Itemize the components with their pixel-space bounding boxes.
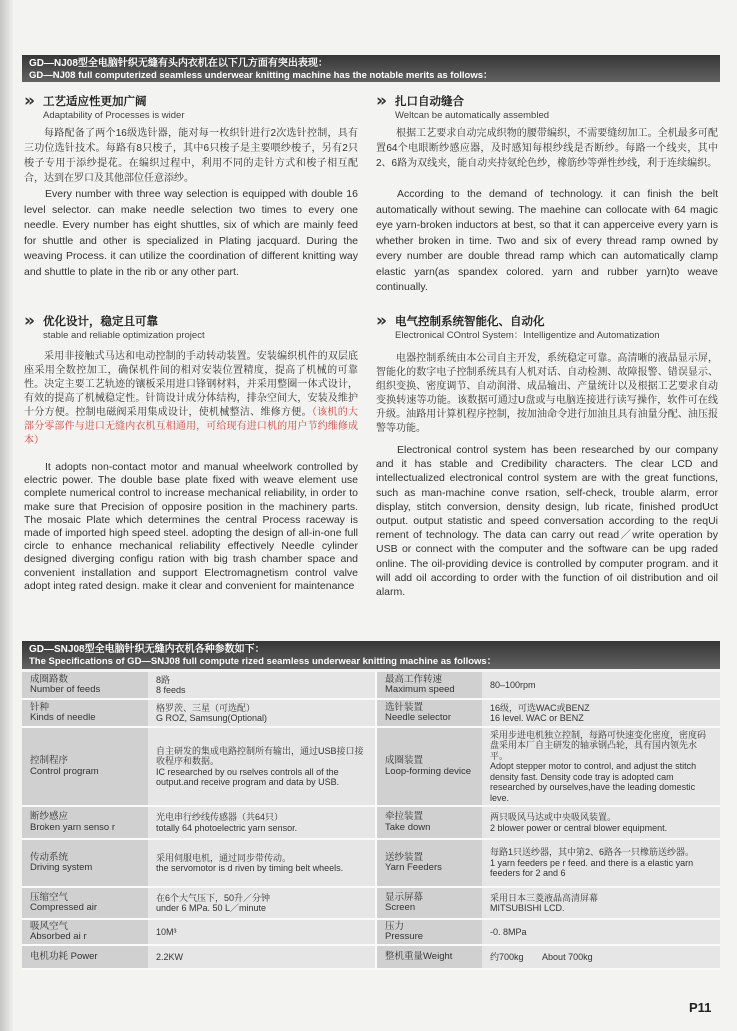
section-heading-zh: 工艺适应性更加广阔 [43, 96, 147, 108]
spec-value-en: 2 blower power or central blower equipment. [490, 822, 668, 833]
spec-value-zh: 自主研发的集成电路控制所有输出，通过USB接口接收程序和数据。 [156, 745, 364, 766]
spec-value-broken-yarn-sensor [148, 806, 376, 839]
section-heading-zh: 扎口自动缝合 [395, 96, 464, 108]
spec-label-en: Screen [385, 902, 416, 913]
merits-header-bar [22, 55, 720, 82]
spec-value-zh: 采用伺服电机，通过同步带传动。 [156, 852, 292, 863]
spec-label-pressure [376, 919, 482, 945]
spec-label-zh: 送纱装置 [385, 851, 424, 863]
spec-label-power [22, 945, 148, 969]
spec-value-feeds [148, 672, 376, 699]
spec-label-zh: 压力 [385, 920, 405, 932]
spec-value-en: 1 yarn feeders pe r feed. and there is a elastic yarn feeders for 2 and 6 [490, 857, 694, 879]
spec-label-zh: 针种 [30, 701, 50, 713]
spec-label-en: Control program [30, 765, 99, 777]
page-number: P11 [689, 1000, 712, 1015]
spec-label-take-down [376, 806, 482, 839]
spec-label-zh: 吸风空气 [30, 920, 69, 932]
spec-value-screen [482, 887, 720, 919]
spec-value-loop-forming [482, 727, 720, 806]
spec-value-needle-kind [148, 699, 376, 727]
spec-value-en: Adopt stepper motor to control, and adjust the stitch density fast. Density code tray is adopted cam researched by ourselves,have the leading domestic leve. [490, 761, 697, 803]
section-body-zh: 电器控制系统由本公司自主开发，系统稳定可靠。高清晰的液晶显示屏，智能化的数字电子控制系统具有人机对话、自动检测、故障报警、错误显示、组织变换、密度调节、自动润滑、成品输出、产量统计以及根据工艺要求自动变换转速等功能。该数据可通过U盘或与电脑连接进行读写操作，软件可在线升级。油路用计算机程序控制，按加油命令进行加油且具有油量分配、油压报警等功能。 [376, 353, 718, 434]
section-body-en: Electronical control system has been researched by our company and it has stable and Credibility characters. The clear LCD and intellectualized electronical control system are with the great functions, such as man-machine conve rsation, self-check, trouble alarm, error display, stitch conversion, density design, lub ricate, finished prodUct output. output statistic and speed conversation according to the reqUi rement of technology. The data can carry out read／write operation by USB or connect with the computer and the software can be upg raded online. The oil-providing device is controlled by computer program. and it will add oil according to order with the function of oil distribution and oil alarm. [376, 444, 718, 599]
spec-label-zh: 选针装置 [385, 701, 424, 713]
spec-value-zh: 8路 [156, 674, 171, 685]
spec-label-compressed-air [22, 887, 148, 919]
spec-row-drive [22, 839, 720, 887]
spec-label-absorbed-air [22, 919, 148, 945]
spec-label-screen [376, 887, 482, 919]
specs-header-bar [22, 641, 720, 669]
spec-row-absorbed-air [22, 919, 720, 945]
spec-value-absorbed-air [148, 919, 376, 945]
merits-header-zh: GD—NJ08型全电脑针织无缝有头内衣机在以下几方面有突出表现： [29, 58, 328, 69]
spec-row-power-weight [22, 945, 720, 969]
spec-label-en: Compressed air [30, 902, 98, 913]
spec-value-zh: 两只吸风马达或中央吸风装置。 [490, 812, 617, 822]
spec-label-zh: 成圈装置 [385, 755, 424, 766]
section-heading-zh: 优化设计，稳定且可靠 [43, 316, 158, 328]
double-chevron-icon [24, 313, 35, 330]
spec-label-zh: 显示屏幕 [385, 891, 424, 903]
spec-value-en: totally 64 photoelectric yarn sensor. [156, 822, 298, 833]
double-chevron-icon [24, 93, 35, 110]
spec-row-control [22, 727, 720, 806]
section-heading-en: Electronical COntrol System：Intelligentize and Automatization [395, 330, 660, 341]
spec-value-zh: 采用步进电机独立控制，每路可快速变化密度，密度码盘采用本厂自主研发的轴承钢凸轮，具有国内领先水平。 [490, 729, 707, 761]
spec-row-sensor [22, 806, 720, 839]
spec-label-zh: 控制程序 [30, 755, 69, 766]
spec-label-en: Maximum speed [385, 684, 455, 695]
section-body-zh [24, 350, 358, 448]
spec-value-compressed-air [148, 887, 376, 919]
spec-value-zh: 格罗茨、三星（可选配） [156, 702, 256, 713]
section-body-zh: 每路配备了两个16级选针器，能对每一枚织针进行2次选针控制，具有三功位选针技术。每路有8只梭子，其中6只梭子是主要喂纱梭子，另有2只梭子专用于添纱提花。在编织过程中，利用不同的走针方式和梭子相互配合，达到在罗口及其他部位任意添纱。 [24, 128, 358, 184]
spec-label-en: Loop-forming device [385, 765, 472, 777]
spec-value-zh: 16级，可选WAC或BENZ [490, 702, 590, 713]
spec-value-en: the servomotor is d riven by timing belt wheels. [156, 863, 344, 873]
section-electrical-control [376, 315, 718, 637]
spec-value-text: -0. 8MPa [490, 926, 527, 937]
spec-label-weight [376, 945, 482, 969]
spec-label-yarn-feeders [376, 839, 482, 887]
spec-value-yarn-feeders [482, 839, 720, 887]
spec-label-text: 电机功耗 Power [30, 950, 98, 962]
spec-value-text: 80–100rpm [490, 679, 536, 690]
spec-label-max-speed [376, 672, 482, 699]
spec-row-air [22, 887, 720, 919]
spec-label-needle-kind [22, 699, 148, 727]
section-welt-assembly [376, 95, 718, 311]
spec-value-en: MITSUBISHI LCD. [490, 903, 565, 913]
section-heading-en: Adaptability of Processes is wider [43, 110, 185, 121]
spec-row-feeds [22, 672, 720, 699]
section-body-zh-text: 采用非接触式马达和电动控制的手动转动装置。安装编织机件的双层底座采用全数控加工，确保机件间的相对安装位置精度，提高了机械的可靠性。决定主要工艺轨迹的镶板采用进口锋钢材料，并采用整圈一体式设计，有效的提高了机械稳定性。针筒设计成分体结构，排杂空间大，安装及维护十分方便。控制电磁阀采用集成设计，使机械整洁、维修方便。 [24, 351, 358, 418]
spec-label-en: Absorbed ai r [30, 931, 87, 942]
spec-label-zh: 最高工作转速 [385, 673, 443, 685]
spec-label-loop-forming [376, 727, 482, 806]
section-heading-en: stable and reliable optimization project [43, 330, 205, 341]
double-chevron-icon [376, 313, 387, 330]
spec-value-en: G ROZ, Samsung(Optional) [156, 713, 268, 723]
section-optimization [24, 315, 358, 637]
spec-label-en: Broken yarn senso r [30, 821, 116, 833]
spec-value-zh: 约700kg [490, 951, 524, 962]
section-body-zh: 根据工艺要求自动完成织物的腰带编织，不需要缝纫加工。全机最多可配置64个电眼断纱感应器，及时感知每根纱线是否断纱。每路一个线夹，其中2、6路为双线夹，能自动夹持氨纶色纱，橡筋纱等弹性纱线，利于连续编织。 [376, 128, 718, 169]
spec-label-en: Yarn Feeders [385, 862, 442, 873]
spec-value-pressure [482, 919, 720, 945]
spec-value-take-down [482, 806, 720, 839]
section-heading-en: Weltcan be automatically assembled [395, 110, 550, 121]
double-chevron-icon [376, 93, 387, 110]
section-body-en: Every number with three way selection is equipped with double 16 level selector. can make needle selection two times to every one needle. Every number has eight shuttles, six of which are mainly feed for shuttle and other is specialized in Plating jacquard. During the weaving Process. it can utilize the coordination of different knitting way and shuttle to plate in the rib or any other part. [24, 188, 358, 278]
spec-label-zh: 压缩空气 [30, 891, 69, 903]
spec-value-max-speed [482, 672, 720, 699]
spec-value-driving-system [148, 839, 376, 887]
section-body-en: According to the demand of technology. it can finish the belt automatically without sewing. The maehine can collocate with 64 magic eye yarn-broken inductors at best, so that it can apperceive every yarn is whether broken in time. Two and six of every thread ramp owned by every number are double thread ramp which can automatically clamp elastic yarn(as spandex colored. yarn and rubber yarn)to weave continually. [376, 188, 718, 293]
spec-value-en: About 700kg [542, 951, 593, 962]
spec-value-en: IC researched by ou rselves controls all of the output.and receive program and data by USB. [156, 766, 340, 787]
section-heading-zh: 电气控制系统智能化、自动化 [395, 316, 545, 328]
specs-header-zh: GD—SNJ08型全电脑针织无缝内衣机各种参数如下： [29, 644, 265, 655]
spec-value-zh: 光电串行纱线传感器（共64只） [156, 812, 284, 822]
spec-label-en: Take down [385, 821, 431, 833]
spec-label-en: Number of feeds [30, 684, 101, 695]
spec-label-zh: 传动系统 [30, 851, 69, 863]
spec-label-en: Needle selector [385, 712, 452, 723]
spec-label-zh: 断纱感应 [30, 811, 69, 822]
specs-header-en: The Specifications of GD—SNJ08 full compute rized seamless underwear knitting machine as follows： [29, 655, 497, 667]
section-note-red: （该机的大部分零部件与进口无缝内衣机互相通用，可给现有进口机的用户节约维修成本） [24, 407, 358, 446]
spec-value-zh: 在6个大气压下，50升／分钟 [156, 892, 271, 903]
specifications-table [22, 672, 720, 970]
spec-label-driving-system [22, 839, 148, 887]
spec-label-text: 整机重量Weight [385, 950, 453, 962]
spec-label-en: Driving system [30, 862, 93, 873]
spec-label-zh: 成圈路数 [30, 673, 69, 685]
spec-value-en: under 6 MPa. 50 L／minute [156, 903, 267, 913]
spec-label-feeds [22, 672, 148, 699]
merits-header-en: GD—NJ08 full computerized seamless underwear knitting machine has the notable merits as follows： [29, 69, 493, 81]
spec-value-power [148, 945, 376, 969]
spec-value-zh: 每路1只送纱器，其中第2、6路各一只橡筋送纱器。 [490, 847, 695, 858]
spec-label-broken-yarn-sensor [22, 806, 148, 839]
spec-label-control-program [22, 727, 148, 806]
spec-value-zh: 采用日本三菱液晶高清屏幕 [490, 892, 599, 903]
spec-value-control-program [148, 727, 376, 806]
section-body-en: It adopts non-contact motor and manual wheelwork controlled by electric power. The double base plate fixed with weave element use complete numerical control to increase mechanical reliability, in order to make sure that Precision of opposire position in the machinery parts. The mosaic Plate which determines the central Process raceway is made of imported high speed steel. adopting the design of all-in-one full circle to enhance mechanical reliability effectively Needle cylinder designed diverging configu ration with big trash chamber space and convenient installation and support Electromagnetism control valve adopt integ rated design. make it clear and convenient for maintenance [24, 461, 358, 592]
spec-row-needle [22, 699, 720, 727]
spec-value-needle-selector [482, 699, 720, 727]
spec-label-needle-selector [376, 699, 482, 727]
spec-value-text: 2.2KW [156, 951, 184, 962]
spec-value-en: 8 feeds [156, 685, 186, 695]
spec-label-en: Kinds of needle [30, 712, 96, 723]
spec-value-en: 16 level. WAC or BENZ [490, 713, 584, 723]
spec-label-en: Pressure [385, 931, 424, 942]
section-adaptability [24, 95, 358, 311]
spec-value-weight [482, 945, 720, 969]
spec-label-zh: 牵拉装置 [385, 811, 424, 822]
spec-value-text: 10M³ [156, 926, 177, 937]
